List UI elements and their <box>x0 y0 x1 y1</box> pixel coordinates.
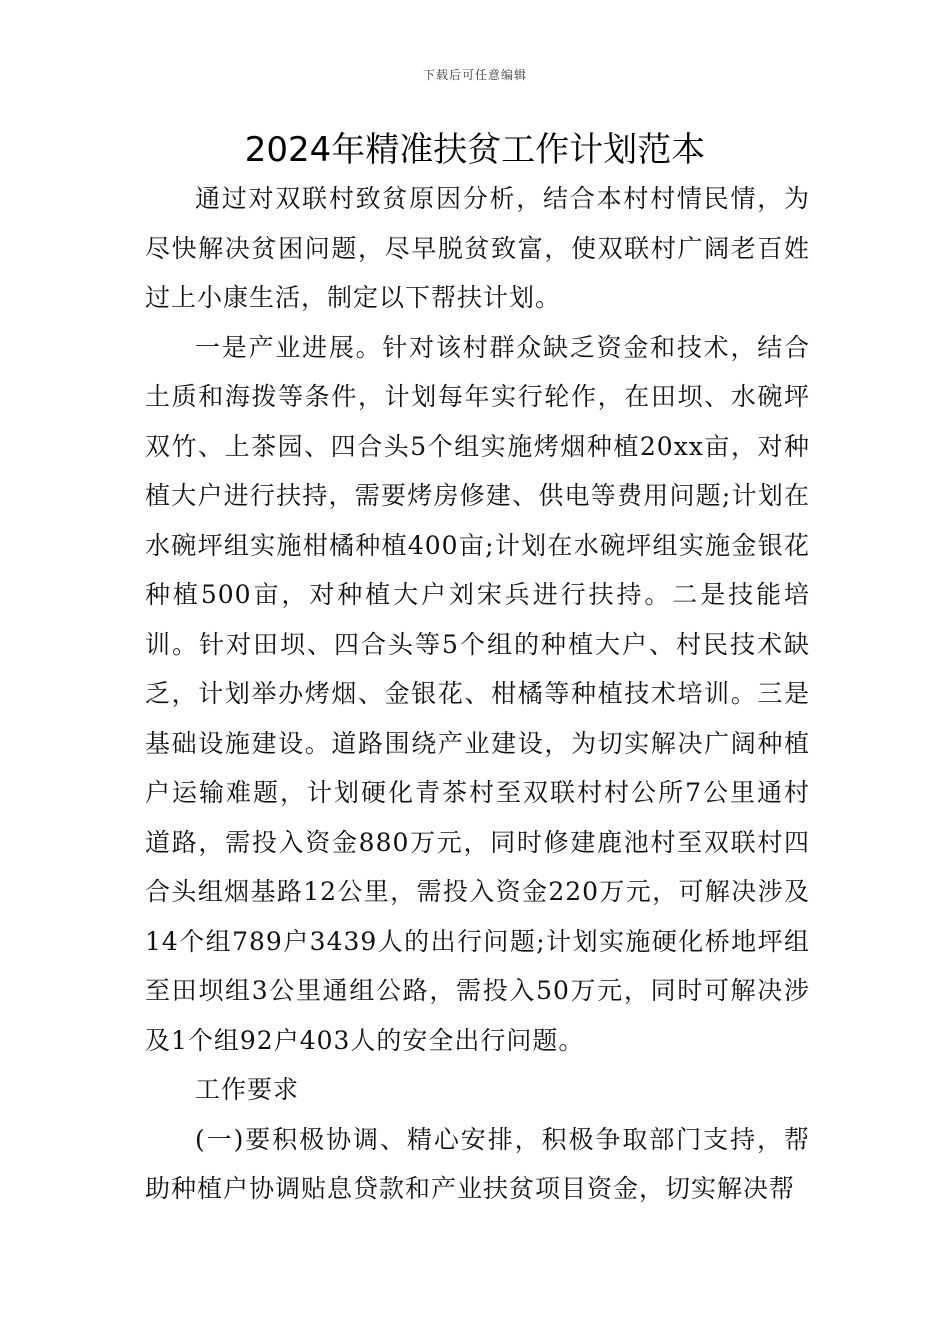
document-body <box>145 174 810 1214</box>
header-note: 下载后可任意编辑 <box>422 68 527 82</box>
paragraph-intro: 通过对双联村致贫原因分析，结合本村村情民情，为尽快解决贫困问题，尽早脱贫致富，使双联村广阔老百姓过上小康生活，制定以下帮扶计划。 <box>145 184 810 312</box>
paragraph-plan-details: 一是产业进展。针对该村群众缺乏资金和技术，结合土质和海拨等条件，计划每年实行轮作，在田坝、水碗坪双竹、上茶园、四合头5个组实施烤烟种植20xx亩，对种植大户进行扶持，需要烤房修建、供电等费用问题;计划在水碗坪组实施柑橘种植400亩;计划在水碗坪组实施金银花种植500亩，对种植大户刘宋兵进行扶持。二是技能培训。针对田坝、四合头等5个组的种植大户、村民技术缺乏，计划举办烤烟、金银花、柑橘等种植技术培训。三是基础设施建设。道路围绕产业建设，为切实解决广阔种植户运输难题，计划硬化青茶村至双联村村公所7公里通村道路，需投入资金880万元，同时修建鹿池村至双联村四合头组烟基路12公里，需投入资金220万元，可解决涉及14个组789户3439人的出行问题;计划实施硬化桥地坪组至田坝组3公里通组公路，需投入50万元，同时可解决涉及1个组92户403人的安全出行问题。 <box>145 332 810 1055</box>
paragraph-requirement-1: (一)要积极协调、精心安排，积极争取部门支持，帮助种植户协调贴息贷款和产业扶贫项目资金，切实解决帮 <box>145 1124 810 1203</box>
section-heading-work-requirements: 工作要求 <box>195 1075 300 1104</box>
document-title: 2024年精准扶贫工作计划范本 <box>244 130 706 170</box>
